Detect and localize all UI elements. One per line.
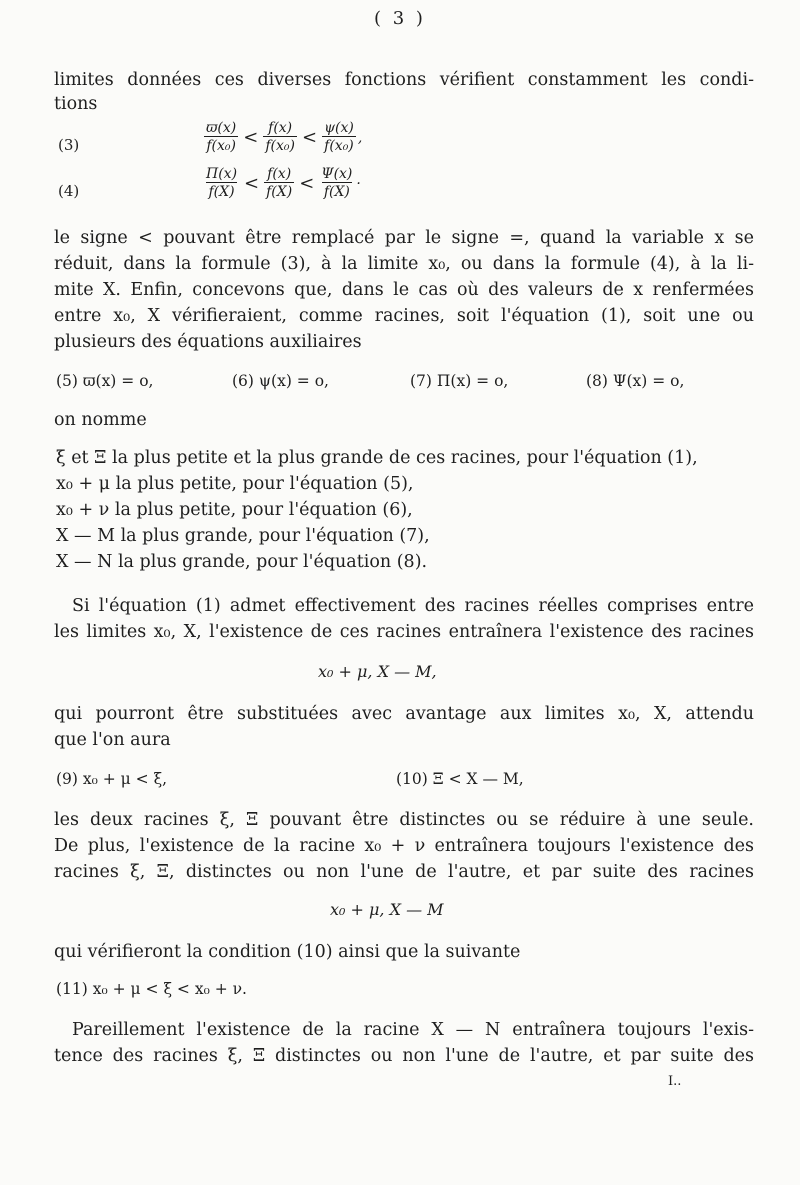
para2-line-2: les limites x₀, X, l'existence de ces racines entraînera l'existence des racines (54, 622, 754, 642)
eq4-rel-1: < (244, 173, 260, 194)
para2-line-1: Si l'équation (1) admet effectivement des racines réelles comprises entre (72, 596, 754, 616)
eq3-end: , (357, 129, 363, 146)
intro-line-1: limites données ces diverses fonctions vérifient constamment les condi- (54, 70, 754, 90)
equation-7: (7) Π(x) = o, (410, 372, 509, 390)
para3-line-2: que l'on aura (54, 730, 171, 750)
eq4-end: · (356, 175, 361, 192)
eq4-den-1: f(X) (208, 184, 235, 200)
para1-line-3: mite X. Enfin, concevons que, dans le cas où des valeurs de x renfermées (54, 280, 754, 300)
centered-roots-2: x₀ + μ, X — M (330, 900, 444, 919)
para3-line-1: qui pourront être substituées avec avantage aux limites x₀, X, attendu (54, 704, 754, 724)
para6-line-2: tence des racines ξ, Ξ distinctes ou non l'une de l'autre, et par suite des (54, 1046, 754, 1066)
para4-line-2: De plus, l'existence de la racine x₀ + ν entraînera toujours l'existence des (54, 836, 754, 856)
eq4-den-3: f(X) (323, 184, 350, 200)
definition-3: x₀ + ν la plus petite, pour l'équation (6), (56, 500, 413, 520)
equation-10: (10) Ξ < X — M, (396, 770, 524, 788)
para1-line-2: réduit, dans la formule (3), à la limite x₀, ou dans la formule (4), à la li- (54, 254, 754, 274)
eq4-label: (4) (58, 182, 80, 200)
para1-line-1: le signe < pouvant être remplacé par le signe =, quand la variable x se (54, 228, 754, 248)
para4-line-3: racines ξ, Ξ, distinctes ou non l'une de l'autre, et par suite des racines (54, 862, 754, 882)
eq4-rel-2: < (299, 173, 315, 194)
eq4-den-2: f(X) (266, 184, 293, 200)
page-number: ( 3 ) (374, 8, 426, 29)
para5: qui vérifieront la condition (10) ainsi que la suivante (54, 942, 521, 962)
eq4-num-3: Ψ(x) (321, 166, 353, 182)
eq4-num-1: Π(x) (206, 166, 238, 182)
equation-9: (9) x₀ + μ < ξ, (56, 770, 168, 788)
para4-line-1: les deux racines ξ, Ξ pouvant être distinctes ou se réduire à une seule. (54, 810, 754, 830)
eq3-num-3: ψ(x) (324, 120, 354, 136)
equation-5: (5) ϖ(x) = o, (56, 372, 154, 390)
eq4-num-2: f(x) (267, 166, 292, 182)
eq3-den-3: f(x₀) (324, 138, 354, 154)
definition-4: X — M la plus grande, pour l'équation (7), (56, 526, 430, 546)
definition-1: ξ et Ξ la plus petite et la plus grande de ces racines, pour l'équation (1), (56, 448, 698, 468)
para6-line-1: Pareillement l'existence de la racine X — N entraînera toujours l'exis- (72, 1020, 754, 1040)
intro-line-2: tions (54, 94, 98, 114)
eq3-num-1: ϖ(x) (206, 120, 237, 136)
eq3-den-2: f(x₀) (265, 138, 295, 154)
equation-6: (6) ψ(x) = o, (232, 372, 329, 390)
eq3-rel-1: < (243, 127, 259, 148)
para1-line-4: entre x₀, X vérifieraient, comme racines, soit l'équation (1), soit une ou (54, 306, 754, 326)
definition-2: x₀ + μ la plus petite, pour l'équation (5), (56, 474, 414, 494)
para1-line-5: plusieurs des équations auxiliaires (54, 332, 362, 352)
formula-4 (202, 166, 361, 201)
equation-8: (8) Ψ(x) = o, (586, 372, 685, 390)
equation-11: (11) x₀ + μ < ξ < x₀ + ν. (56, 980, 247, 998)
eq3-num-2: f(x) (268, 120, 293, 136)
signature-mark: I.. (668, 1074, 682, 1089)
centered-roots-1: x₀ + μ, X — M, (318, 662, 437, 681)
formula-3 (202, 120, 362, 155)
eq3-den-1: f(x₀) (206, 138, 236, 154)
definition-5: X — N la plus grande, pour l'équation (8). (56, 552, 428, 572)
on-nomme: on nomme (54, 410, 147, 430)
eq3-label: (3) (58, 136, 80, 154)
eq3-rel-2: < (301, 127, 318, 148)
